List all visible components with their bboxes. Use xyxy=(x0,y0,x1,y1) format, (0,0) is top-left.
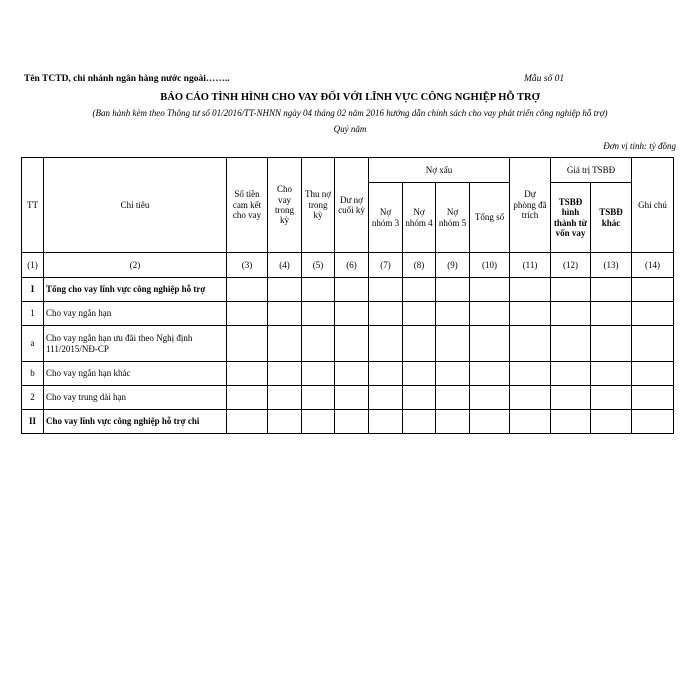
col-number: (14) xyxy=(632,253,674,278)
row-label: Cho vay trung dài hạn xyxy=(44,386,227,410)
row-label: Cho vay ngắn hạn xyxy=(44,302,227,326)
col-number: (9) xyxy=(436,253,470,278)
row-tt: I xyxy=(22,278,44,302)
header-no-nhom-5: Nợ nhóm 5 xyxy=(436,183,470,253)
row-tt: 2 xyxy=(22,386,44,410)
header-thu-no-trong-ky: Thu nợ trong kỳ xyxy=(302,158,335,253)
report-subtitle: (Ban hành kèm theo Thông tư số 01/2016/TT-NHNN ngày 04 tháng 02 năm 2016 hướng dẫn chính sách cho vay phát triển công nghiệp hỗ trợ) xyxy=(92,108,608,118)
table-row xyxy=(22,362,674,386)
header-du-phong: Dự phòng đã trích xyxy=(510,158,551,253)
row-tt: a xyxy=(22,326,44,362)
table-row xyxy=(22,326,674,362)
col-number: (8) xyxy=(403,253,436,278)
header-tong-so: Tổng số xyxy=(470,183,510,253)
report-period: Quý năm xyxy=(333,124,367,134)
report-table xyxy=(21,157,674,434)
col-number: (2) xyxy=(44,253,227,278)
col-number: (7) xyxy=(369,253,403,278)
report-title: BÁO CÁO TÌNH HÌNH CHO VAY ĐỐI VỚI LĨNH VỰC CÔNG NGHIỆP HỖ TRỢ xyxy=(160,92,540,103)
row-tt: 1 xyxy=(22,302,44,326)
header-no-nhom-4: Nợ nhóm 4 xyxy=(403,183,436,253)
organization-line: Tên TCTD, chi nhánh ngân hàng nước ngoài…….. xyxy=(24,74,230,84)
header-tsbd-khac: TSBĐ khác xyxy=(591,183,632,253)
col-number: (13) xyxy=(591,253,632,278)
col-number: (11) xyxy=(510,253,551,278)
header-no-nhom-3: Nợ nhóm 3 xyxy=(369,183,403,253)
form-number: Mẫu số 01 xyxy=(524,74,565,84)
col-number: (3) xyxy=(227,253,268,278)
row-label: Cho vay ngắn hạn khác xyxy=(44,362,227,386)
row-label: Cho vay ngắn hạn ưu đãi theo Nghị định 111/2015/NĐ-CP xyxy=(44,326,227,362)
unit-label: Đơn vị tính: tỷ đồng xyxy=(603,141,676,151)
col-number: (10) xyxy=(470,253,510,278)
header-tsbd-hinh-thanh: TSBĐ hình thành từ vốn vay xyxy=(551,183,591,253)
header-tt: TT xyxy=(22,158,44,253)
header-chi-tieu: Chỉ tiêu xyxy=(44,158,227,253)
col-number: (4) xyxy=(268,253,302,278)
table-row xyxy=(22,386,674,410)
column-number-row xyxy=(22,253,674,278)
col-number: (6) xyxy=(335,253,369,278)
row-label: Tổng cho vay lĩnh vực công nghiệp hỗ trợ xyxy=(44,278,227,302)
header-du-no-cuoi-ky: Dư nợ cuối kỳ xyxy=(335,158,369,253)
row-tt: II xyxy=(22,410,44,434)
row-tt: b xyxy=(22,362,44,386)
table-row xyxy=(22,410,674,434)
header-cho-vay-trong-ky: Cho vay trong kỳ xyxy=(268,158,302,253)
header-ghi-chu: Ghi chú xyxy=(632,158,674,253)
table-row xyxy=(22,302,674,326)
row-label: Cho vay lĩnh vực công nghiệp hỗ trợ chi xyxy=(44,410,227,434)
col-number: (12) xyxy=(551,253,591,278)
table-row xyxy=(22,278,674,302)
col-number: (1) xyxy=(22,253,44,278)
header-no-xau-group: Nợ xấu xyxy=(369,158,510,183)
header-so-tien-cam-ket: Số tiền cam kết cho vay xyxy=(227,158,268,253)
header-tsbd-group: Giá trị TSBĐ xyxy=(551,158,632,183)
col-number: (5) xyxy=(302,253,335,278)
